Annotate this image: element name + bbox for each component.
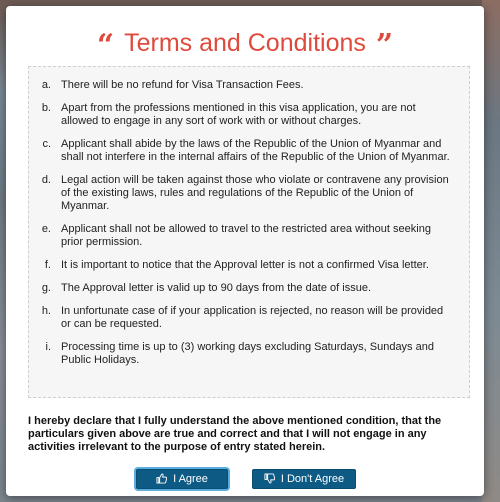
terms-item-marker: b. <box>41 102 51 114</box>
quote-open-icon: “ <box>96 28 115 63</box>
quote-close-icon: ” <box>375 28 394 63</box>
terms-item-marker: d. <box>41 174 51 186</box>
modal-title <box>6 28 484 61</box>
agree-button[interactable] <box>136 469 228 489</box>
terms-list-item <box>29 174 455 213</box>
terms-list-item <box>29 305 455 331</box>
terms-list-item <box>29 282 455 295</box>
terms-item-text: Legal action will be taken against those who violate or contravene any provision of the existing laws, rules and regulations of the Republic of the Union of Myanmar. <box>61 174 449 212</box>
terms-item-marker: f. <box>44 259 51 271</box>
terms-box <box>28 66 470 398</box>
thumbs-down-icon <box>264 473 275 484</box>
agree-button-label: I Agree <box>173 473 208 485</box>
terms-item-text: Applicant shall abide by the laws of the Republic of the Union of Myanmar and shall not interfere in the internal affairs of the Republic of the Union of Myanmar. <box>61 138 450 163</box>
terms-item-text: The Approval letter is valid up to 90 days from the date of issue. <box>61 282 372 294</box>
terms-item-marker: c. <box>42 138 51 150</box>
terms-item-text: There will be no refund for Visa Transaction Fees. <box>61 79 304 91</box>
terms-item-text: Apart from the professions mentioned in this visa application, you are not allowed to engage in any sort of work with or without charges. <box>61 102 416 127</box>
terms-item-text: In unfortunate case of if your application is rejected, no reason will be provided or can be requested. <box>61 305 444 330</box>
terms-item-marker: i. <box>45 341 51 353</box>
page-behind-strip <box>482 0 500 502</box>
terms-list-item <box>29 223 455 249</box>
terms-item-text: Applicant shall not be allowed to travel to the restricted area without seeking prior permission. <box>61 223 431 248</box>
disagree-button-label: I Don't Agree <box>280 473 345 485</box>
terms-list-item <box>29 259 455 272</box>
modal-title-text: Terms and Conditions <box>124 29 366 57</box>
disagree-button[interactable] <box>252 469 356 489</box>
terms-item-text: Processing time is up to (3) working days excluding Saturdays, Sundays and Public Holidays. <box>61 341 434 366</box>
terms-list <box>29 67 469 367</box>
terms-modal <box>6 6 484 496</box>
terms-item-marker: e. <box>41 223 51 235</box>
declaration-text: I hereby declare that I fully understand the above mentioned condition, that the particulars given above are true and correct and that I will not engage in any activities irrelevant to the purpose of entry stated herein. <box>28 415 442 453</box>
terms-item-marker: a. <box>41 79 51 91</box>
terms-list-item <box>29 79 455 92</box>
terms-list-item <box>29 138 455 164</box>
terms-list-item <box>29 102 455 128</box>
terms-item-marker: h. <box>41 305 51 317</box>
terms-item-text: It is important to notice that the Approval letter is not a confirmed Visa letter. <box>61 259 429 271</box>
thumbs-up-icon <box>156 473 167 484</box>
terms-item-marker: g. <box>41 282 51 294</box>
terms-list-item <box>29 341 455 367</box>
